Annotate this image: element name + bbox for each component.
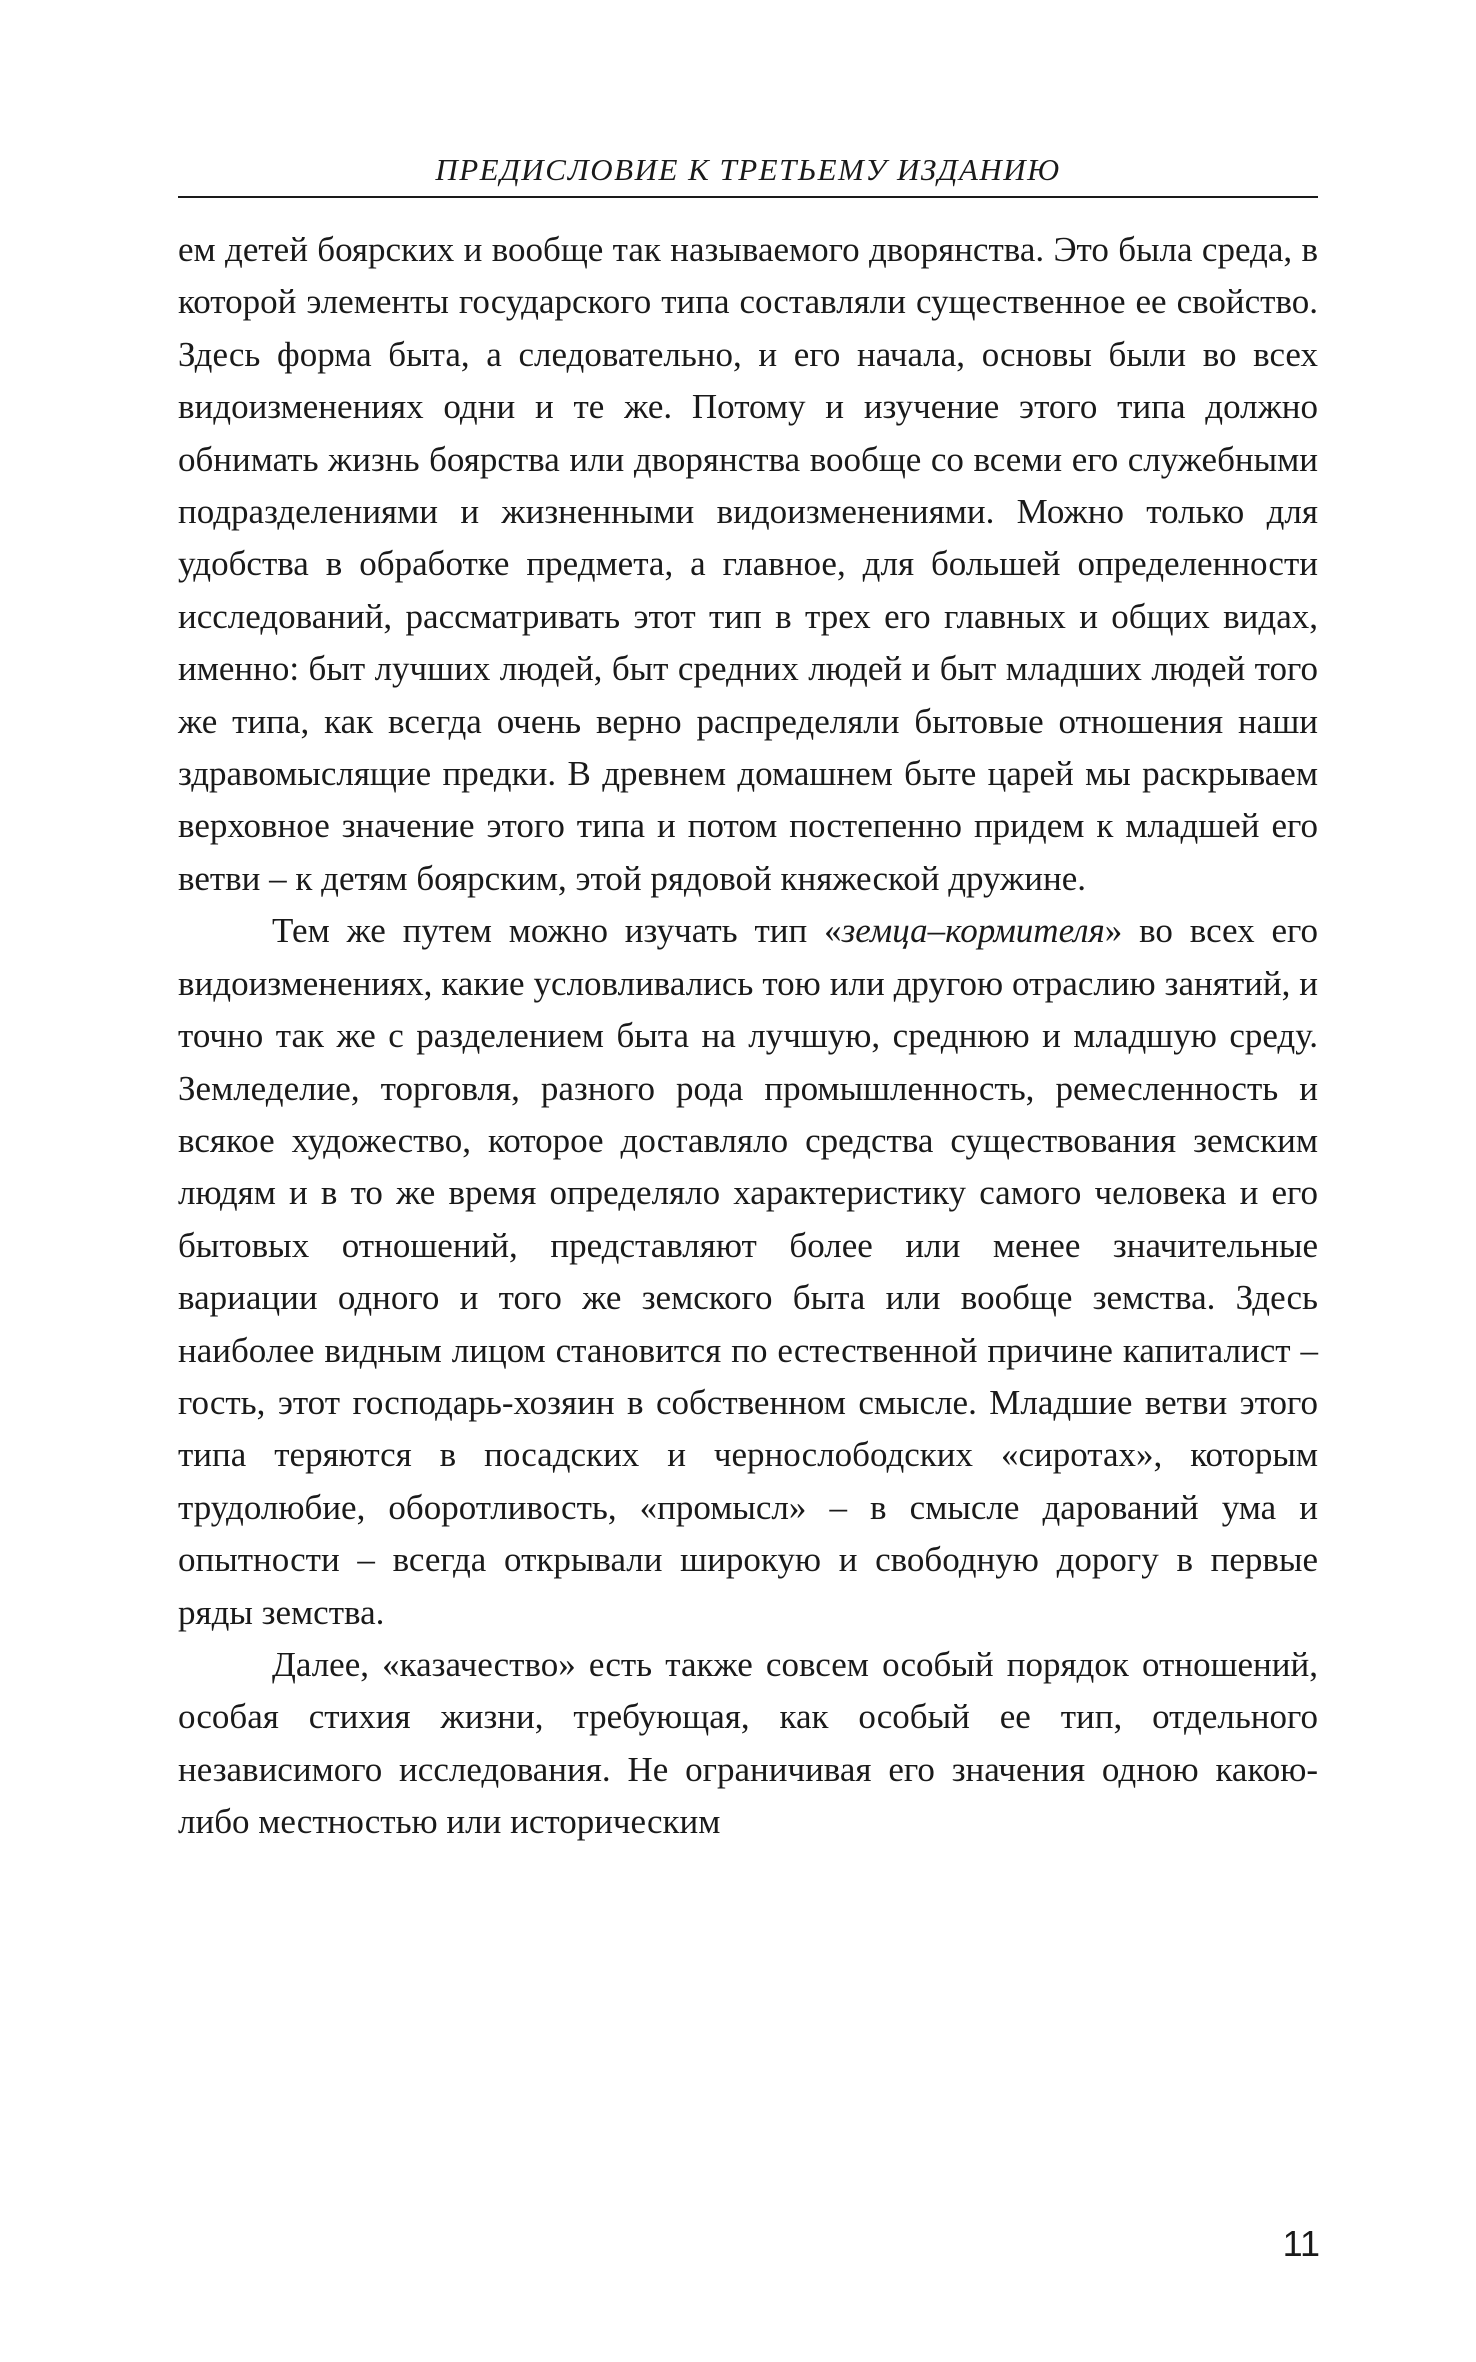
book-page [178, 150, 1318, 1849]
running-head: ПРЕДИСЛОВИЕ К ТРЕТЬЕМУ ИЗДАНИЮ [178, 150, 1318, 198]
paragraph-zemets-text-start: Тем же путем можно изучать тип « [272, 911, 842, 951]
paragraph-continuation: ем детей боярских и вообще так называемого дворянства. Это была среда, в которой элементы государского типа составляли существенное ее свойство. Здесь форма быта, а следовательно, и его начала, основы были во всех видоизменениях одни и те же. Потому и изучение этого типа должно обнимать жизнь боярства или дворянства вообще со всеми его служебными подразделениями и жизненными видоизменениями. Можно только для удобства в обработке предмета, а главное, для большей определенности исследований, рассматривать этот тип в трех его главных и общих видах, именно: быт лучших людей, быт средних людей и быт младших людей того же типа, как всегда очень верно распределяли бытовые отношения наши здравомыслящие предки. В древнем домашнем быте царей мы раскрываем верховное значение этого типа и потом постепенно придем к младшей его ветви – к детям боярским, этой рядовой княжеской дружине. [178, 230, 1318, 898]
italic-term: земца–кормителя [841, 911, 1105, 951]
paragraph-zemets-text-end: » во всех его видоизменениях, какие условливались тою или другою отраслию занятий, и точно так же с разделением быта на лучшую, среднюю и младшую среду. Земледелие, торговля, разного рода промышленность, ремесленность и всякое художество, которое доставляло средства существования земским людям и в то же время определяло характеристику самого человека и его бытовых отношений, представляют более или менее значительные вариации одного и того же земского быта или вообще земства. Здесь наиболее видным лицом становится по естественной причине капиталист – гость, этот господарь-хозяин в собственном смысле. Младшие ветви этого типа теряются в посадских и чернослободских «сиротах», которым трудолюбие, оборотливость, «промысл» – в смысле дарований ума и опытности – всегда открывали широкую и свободную дорогу в первые ряды земства. [178, 911, 1318, 1632]
page-number: 11 [1282, 2223, 1320, 2264]
paragraph-kazachestvo: Далее, «казачество» есть также совсем особый порядок отношений, особая стихия жизни, требующая, как особый ее тип, отдельного независимого исследования. Не ограничивая его значения одною какою-либо местностью или историческим [178, 1644, 1318, 1842]
body-text [178, 224, 1318, 1849]
paragraph-zemets [178, 905, 1318, 1639]
